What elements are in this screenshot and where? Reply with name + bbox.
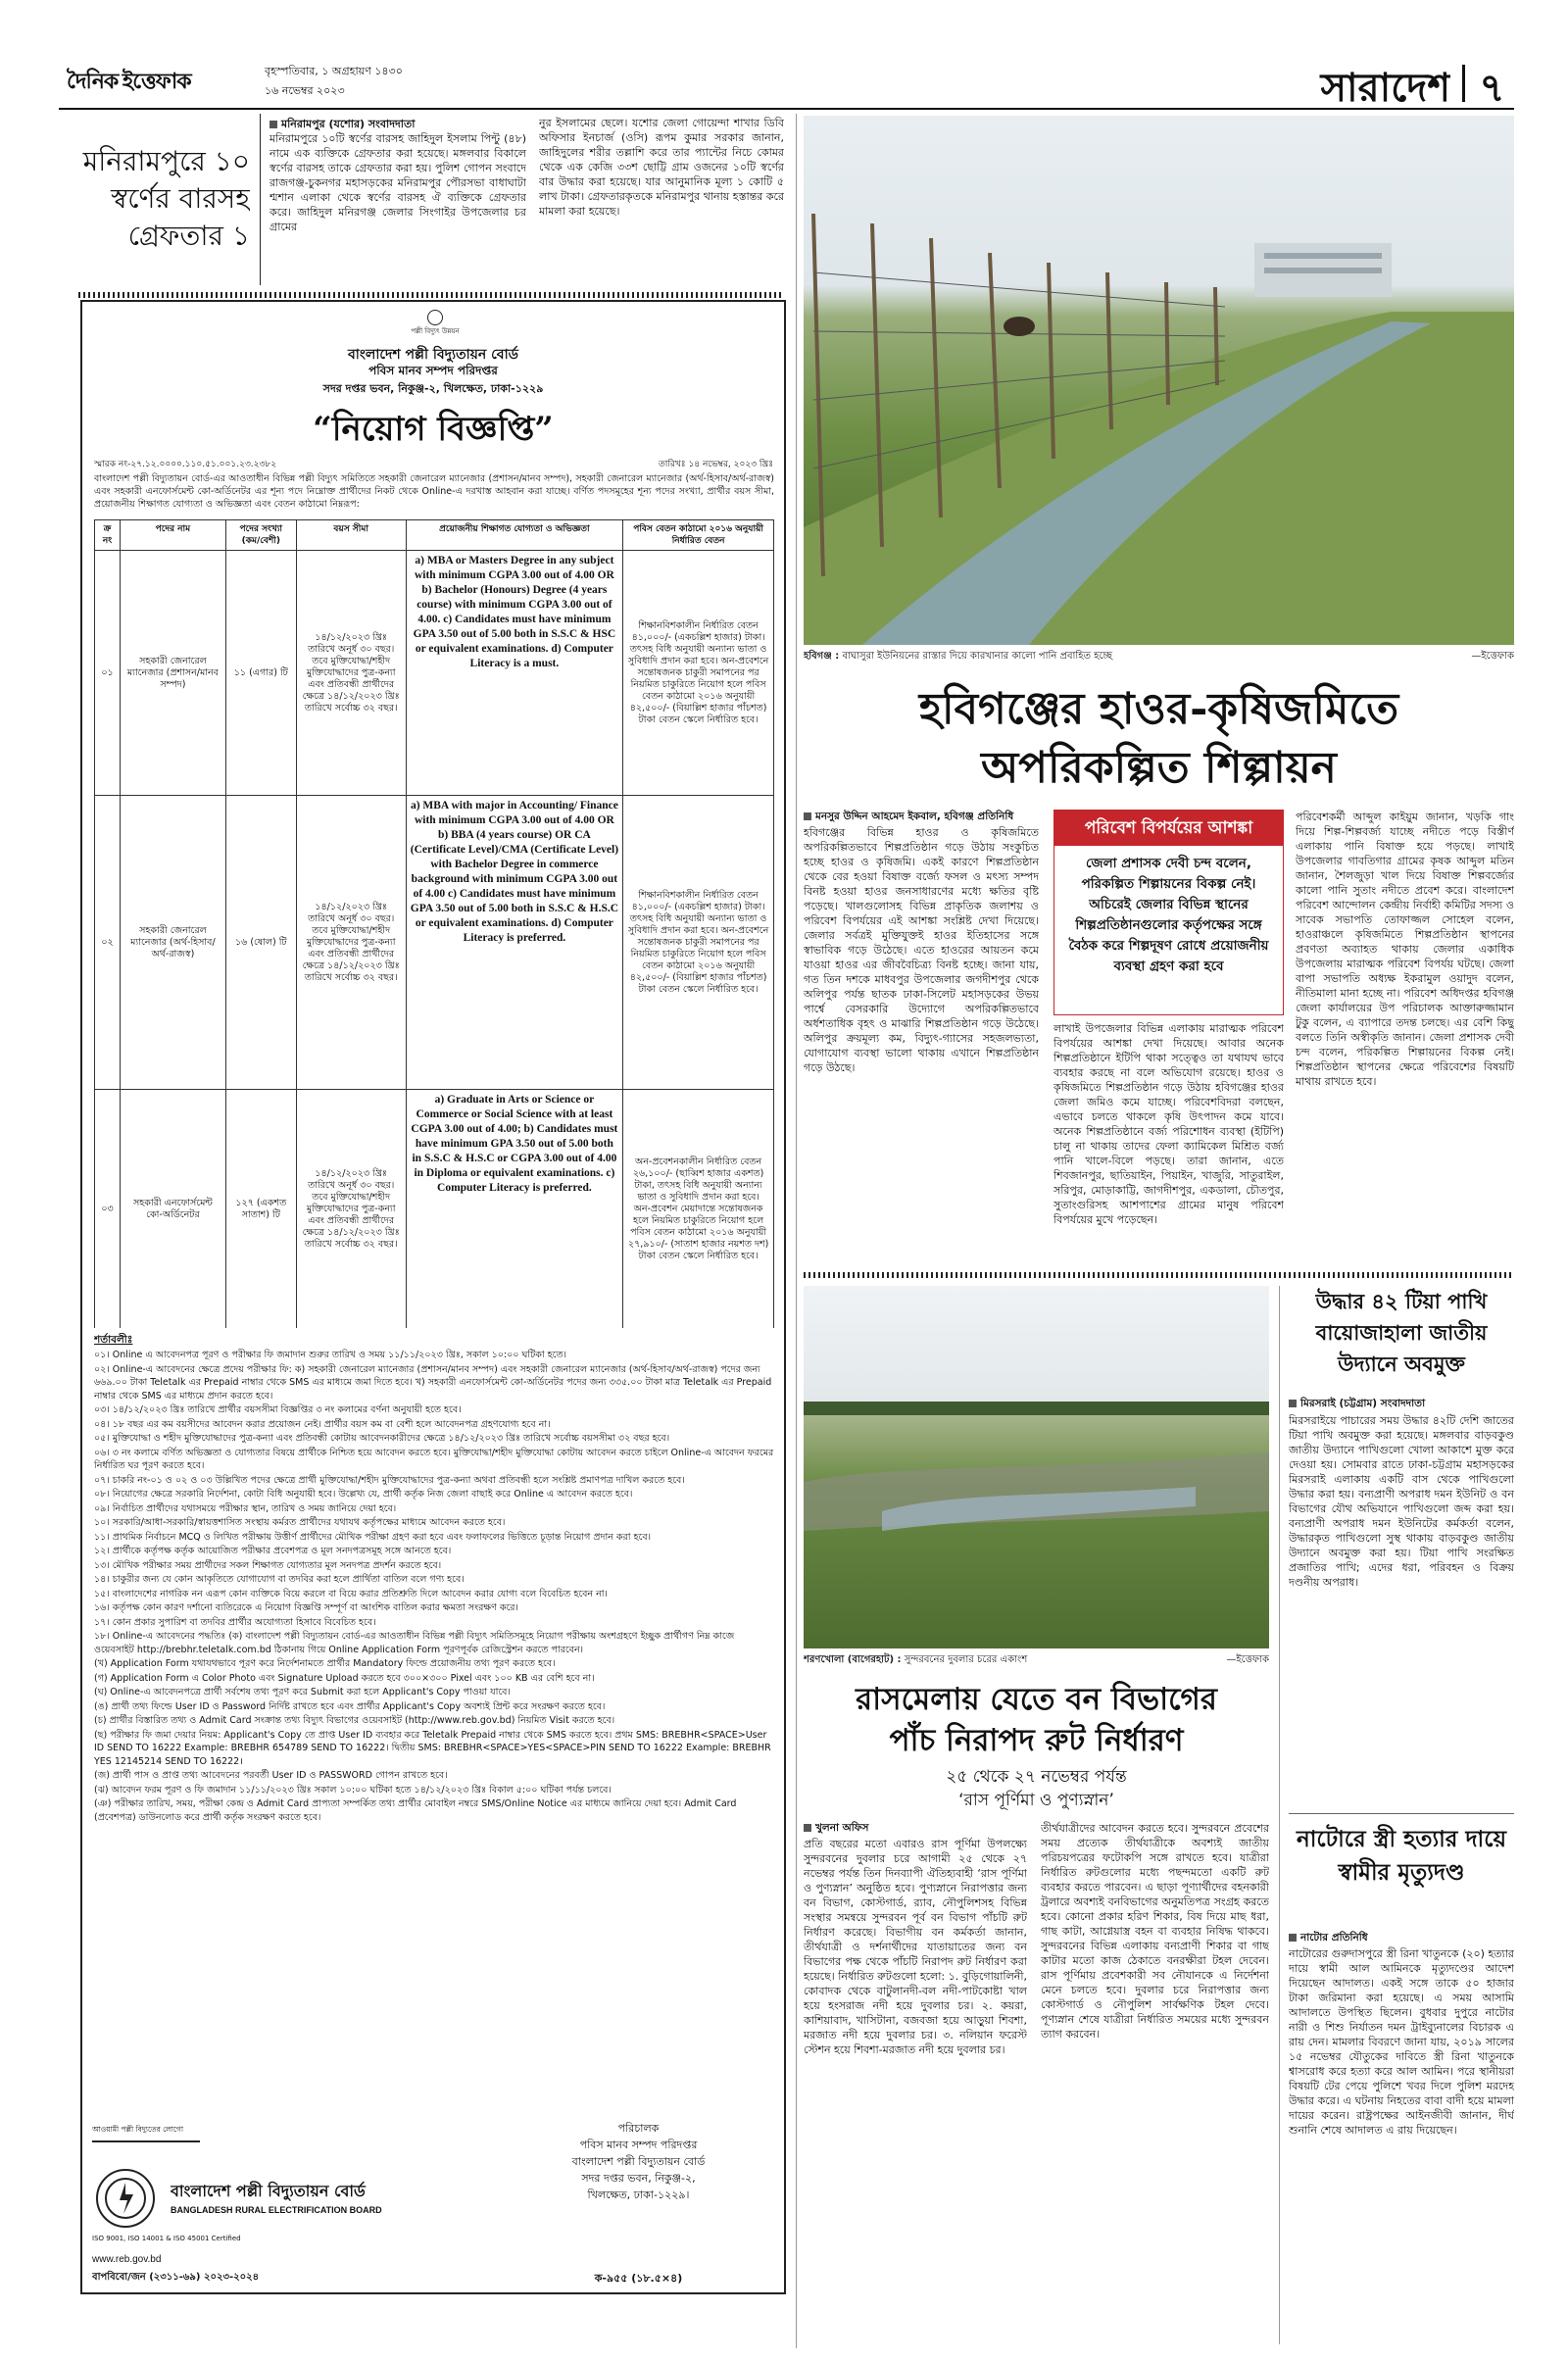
cell-age: ১৪/১২/২০২৩ খ্রিঃ তারিখে অনূর্ধ ৩০ বছর। তবে মুক্তিযোদ্ধা/শহীদ মুক্তিযোদ্ধাদের পুত্র-কন্যা এবং প্রতিবন্ধী প্রার্থীদের ক্ষেত্রে ১৪/১২/২০২৩ খ্রিঃ তারিখে সর্বোচ্চ ৩২ বছর। (296, 1090, 406, 1329)
habiganj-photo (804, 116, 1514, 645)
gold-divider (260, 114, 261, 285)
birds-headline: উদ্ধার ৪২ টিয়া পাখি বায়োজাহালা জাতীয় উদ্যানে অবমুক্ত (1315, 1289, 1488, 1376)
table-row (95, 796, 774, 1090)
term-item: (ঙ) প্রার্থী তথ্য ফিল্ডে User ID ও Password নির্দিষ্ট রাখতে হবে এবং প্রার্থীর Applicant's Copy অবশ্যই প্রিন্ট করে সংরক্ষণ করতে হবে। (94, 1700, 606, 1712)
masthead (59, 57, 1514, 106)
col-header: বয়স সীমা (296, 520, 406, 551)
term-item: (ঘ) Online-এ আবেদনপত্রে প্রার্থী সর্বশেষ তথ্য পূরণ করে Submit করা হলে Applicant's Copy পাওয়া যাবে। (94, 1687, 511, 1697)
caption-place: শরণখোলা (বাগেরহাট) : (804, 1654, 902, 1665)
birds-body: মিরসরাইয়ে পাচারের সময় উদ্ধার ৪২টি দেশি জাতের টিয়া পাখি অবমুক্ত করা হয়েছে। মঙ্গলবার বাড়বকুণ্ড জাতীয় উদ্যানে পাখিগুলো খোলা আকাশে মুক্ত করে দেওয়া হয়। সোমবার রাতে ঢাকা-চট্টগ্রাম মহাসড়কের মিরসরাই এলাকায় একটি বাস থেকে পাখিগুলো উদ্ধার করা হয়। বন্যপ্রাণী অপরাধ দমন ইউনিট ও বন বিভাগের যৌথ অভিযানে পাখিগুলো জব্দ করা হয়। বন্যপ্রাণী অপরাধ দমন ইউনিটের কর্মকর্তা বলেন, উদ্ধারকৃত পাখিগুলো সুস্থ থাকায় বাড়বকুণ্ড জাতীয় উদ্যানে অবমুক্ত করা হয়। টিয়া পাখি সংরক্ষিত প্রজাতির পাখি; এদের ধরা, পরিবহন ও বিক্রয় দণ্ডনীয় অপরাধ। (1289, 1414, 1514, 1589)
notice-date: তারিখঃ ১৪ নভেম্বর, ২০২৩ খ্রিঃ (658, 460, 773, 469)
cell-no: ০৩ (95, 1090, 121, 1329)
caption-text: বাঘাসুরা ইউনিয়নের রাস্তার দিয়ে কারখানার কালো পানি প্রবাহিত হচ্ছে (842, 651, 1112, 662)
col-header: পদের সংখ্যা (কম/বেশী) (225, 520, 296, 551)
habiganj-body-col2: লাখাই উপজেলার বিভিন্ন এলাকায় মারাত্মক পরিবেশ বিপর্যয়ের আশঙ্কা দেখা দিয়েছে। আবার অনেক শিল্পপ্রতিষ্ঠানে ইটিপি থাকা সত্ত্বেও তা যথাযথ ভাবে ব্যবহার করছে না বলে অভিযোগ রয়েছে। হাওর ও কৃষিজমিতে শিল্পপ্রতিষ্ঠান গড়ে উঠায় হবিগঞ্জের হাওর জেলা জমিও কমে যাচ্ছে। পরিবেশবিদরা বলছেন, এভাবে চলতে থাকলে কৃষি উৎপাদন কমে যাবে। অনেক শিল্পপ্রতিষ্ঠানে বর্জ্য পরিশোধন ব্যবস্থা (ইটিপি) চালু না থাকায় তাদের ফেলা ক্যামিকেল মিশ্রিত বর্জ্য পানি খালে-বিলে পড়ছে। তারা জানান, এতে শিবজানপুর, ছাতিয়াইন, পিয়াইন, খাজুরি, সাতুরাইল, সরিপুর, মোড়াকাট্টি, জাগদীশপুর, একডালা, চৌতপুর, সুতাংগুরিসহ আশপাশের গ্রামের মানুষ পরিবেশ বিপর্যয়ের মুখে পড়েছেন। (1054, 1022, 1284, 1226)
caption-credit: —ইত্তেফাক (1471, 651, 1514, 662)
footer-org-en: BANGLADESH RURAL ELECTRIFICATION BOARD (171, 2205, 382, 2215)
natore-byline (1289, 1931, 1514, 1947)
masthead-logo (67, 61, 209, 96)
notice-terms-title: শর্তাবলীঃ (94, 1334, 133, 1346)
habiganj-byline-text: মনসুর উদ্দিন আহমেদ ইকবাল, হবিগঞ্জ প্রতিনিধি (815, 811, 1014, 822)
corner-rule (92, 2140, 200, 2142)
term-item: ০৯। নির্বাচিত প্রার্থীদের যথাসময়ে পরীক্ষার স্থান, তারিখ ও সময় জানিয়ে দেয়া হবে। (94, 1502, 397, 1514)
birds-bottom-rule (1289, 1813, 1514, 1814)
cell-no: ০২ (95, 796, 121, 1090)
sundarbans-photo-art (804, 1286, 1269, 1648)
cell-pay: অন-প্রবেশনকালীন নির্ধারিত বেতন ২৬,১০০/- (ছাব্বিশ হাজার একশত) টাকা, তৎসহ বিধি অনুযায়ী অন্যান্য ভাতা ও সুবিধাদি প্রদান করা হবে। অন-প্রবেশন মেয়াদান্তে সন্তোষজনক হলে নিয়মিত চাকুরিতে নিয়োগ হলে পবিস বেতন কাঠামো ২০১৬ অনুযায়ী ২৭,৯১০/- (সাতাশ হাজার নয়শত দশ) টাকা বেতন স্কেলে নির্ধারিত হবে। (623, 1090, 774, 1329)
term-item: ১৪। চাকুরীর জন্য যে কোন আকৃতিতে যোগাযোগ বা তদবির করা হলে প্রার্থিতা বাতিল বলে গণ্য হবে। (94, 1574, 465, 1585)
cell-count: ১৬ (ষোল) টি (225, 796, 296, 1090)
cell-qual: a) MBA with major in Accounting/ Finance with minimum CGPA 3.00 out of 4.00 OR b) BBA (4 years course) OR CA (Certificate Level)/CMA (Certificate Level) with Bachelor Degree in commerce background with minimum CGPA 3.00 out of 4.00 c) Candidates must have minimum GPA 3.50 out of 5.00 both in S.S.C & H.S.C or equivalent examinations. d) Computer Literacy is preferred. (406, 796, 623, 1090)
callout-title: পরিবেশ বিপর্যয়ের আশঙ্কা (1054, 811, 1283, 846)
cell-no: ০১ (95, 551, 121, 796)
sundarbans-caption-wrap (804, 1652, 1027, 1668)
cell-pay: শিক্ষানবিশকালীন নির্ধারিত বেতন ৪১,০০০/- (একচল্লিশ হাজার) টাকা। তৎসহ বিধি অনুযায়ী অন্যান্য ভাতা ও সুবিধাদি প্রদান করা হবে। অন-প্রবেশনে সন্তোষজনক চাকুরী সমাপনের পর নিয়মিত চাকুরিতে নিয়োগ হলে পবিস বেতন কাঠামো ২০১৬ অনুযায়ী ৪২,৫০০/- (বিয়াল্লিশ হাজার পাঁচশত) টাকা বেতন স্কেলে নির্ধারিত হবে। (623, 551, 774, 796)
bullet-icon (804, 812, 811, 820)
term-item: ০৫। মুক্তিযোদ্ধা ও শহীদ মুক্তিযোদ্ধাদের পুত্র-কন্যা এবং প্রতিবন্ধী কোটায় আবেদনকারীদের ক্ষেত্রে ১৪/১২/২০২৩ খ্রিঃ তারিখে সর্বোচ্চ বয়সসীমা ৩২ বছর হবে। (94, 1433, 670, 1444)
section-title: সারাদেশ (1320, 65, 1450, 106)
bulb-icon (427, 310, 443, 325)
term-item: (জ) প্রার্থী পাস ও প্রাপ্ত তথ্য আবেদনের পরবর্তী User ID ও PASSWORD গোপন রাখতে হবে। (94, 1770, 448, 1781)
habiganj-headline-1: হবিগঞ্জের হাওর-কৃষিজমিতে (918, 684, 1399, 734)
sundarbans-body-col1: প্রতি বছরের মতো এবারও রাস পূর্ণিমা উপলক্ষ্যে সুন্দরবনের দুবলার চরে আগামী ২৫ থেকে ২৭ নভেম্বর পর্যন্ত তিন দিনব্যাপী ঐতিহ্যবাহী ‘রাস পূর্ণিমা ও পুণ্যস্নান’ অনুষ্ঠিত হবে। পুণ্যস্নানে নিরাপত্তার জন্য বন বিভাগ, কোস্টগার্ড, র‌্যাব, নৌপুলিশসহ বিভিন্ন সংস্থার সমন্বয়ে সুন্দরবন পূর্ব বন বিভাগ পাঁচটি রুট নির্ধারণ করেছে। বিভাগীয় বন কর্মকর্তা জানান, তীর্থযাত্রী ও দর্শনার্থীদের যাতায়াতের জন্য বন বিভাগের পক্ষ থেকে পাঁচটি নিরাপদ রুট নির্ধারণ করা হয়েছে। নির্ধারিত রুটগুলো হলো: ১. বুড়িগোয়ালিনী, কোবাদক থেকে বাটুলানদী-বল নদী-পাটকোষ্টা খাল হয়ে হংসরাজ নদী হয়ে দুবলার চর। ২. কয়রা, কাশিয়াবাদ, খাসিটানা, বজবজা হয়ে আড়ুয়া শিবশা, মরজাত নদী হয়ে দুবলার চর। ৩. নলিয়ান ফরেস্ট স্টেশন হয়ে শিবশা-মরজাত নদী হয়ে দুবলার চর। (804, 1838, 1027, 2056)
page-number: ৭ (1479, 65, 1505, 106)
term-item: ১০। সরকারি/আধা-সরকারি/স্বায়ত্তশাসিত সংস্থায় কর্মরত প্রার্থীদের যথাযথ কর্তৃপক্ষের মাধ্যমে আবেদন করতে হবে। (94, 1517, 506, 1528)
term-item: (ঞ) পরীক্ষার তারিখ, সময়, পরীক্ষা কেন্দ্র ও Admit Card প্রাপ্যতা সম্পর্কিত তথ্য প্রার্থীর মোবাইল নম্বরে SMS/Online Notice এর মাধ্যমে জানিয়ে দেয়া হবে। Admit Card (প্রবেশপত্র) ডাউনলোড করে প্রার্থী কর্তৃক সংরক্ষণ করতে হবে। (94, 1798, 737, 1823)
signer-org: বাংলাদেশ পল্লী বিদ্যুতায়ন বোর্ড (571, 2155, 706, 2168)
masthead-date-bn: বৃহস্পতিবার, ১ অগ্রহায়ণ ১৪৩০ (265, 65, 403, 77)
term-item: ১৬। কর্তৃপক্ষ কোন কারণ দর্শানো ব্যতিরেকে এ নিয়োগ বিজ্ঞপ্তি সম্পূর্ণ বা আংশিক বাতিল করার ক্ষমতা সংরক্ষণ করে। (94, 1602, 518, 1613)
notice-memo: স্মারক নং-২৭.১২.০০০০.১১০.৫১.০০১.২৩.২৩৮২ (94, 460, 277, 469)
notice-dept: পবিস মানব সম্পদ পরিদপ্তর (368, 364, 498, 377)
corner-label: আওয়ামী পল্লী বিদ্যুতের লোগো (92, 2125, 184, 2134)
gold-headline: মনিরামপুরে ১০ স্বর্ণের বারসহ গ্রেফতার ১ (82, 145, 250, 252)
cell-age: ১৪/১২/২০২৩ খ্রিঃ তারিখে অনূর্ধ ৩০ বছর। তবে মুক্তিযোদ্ধা/শহীদ মুক্তিযোদ্ধাদের পুত্র-কন্যা এবং প্রতিবন্ধী প্রার্থীদের ক্ষেত্রে ১৪/১২/২০২৩ খ্রিঃ তারিখে সর্বোচ্চ ৩২ বছর। (296, 796, 406, 1090)
notice-address: সদর দপ্তর ভবন, নিকুঞ্জ-২, খিলক্ষেত, ঢাকা-১২২৯ (322, 382, 544, 395)
gold-body-col1: মনিরামপুরে ১০টি স্বর্ণের বারসহ জাহিদুল ইসলাম পিন্টু (৪৮) নামে এক ব্যক্তিকে গ্রেফতার করা হয়েছে। মঙ্গলবার বিকালে স্বর্ণের বারসহ তাকে গ্রেফতার করা হয়। পুলিশ গোপন সংবাদে রাজগঞ্জ-চুকনগর মহাসড়কের মনিরামপুর পৌরসভা বাধাঘাটা শ্মশান এলাকা থেকে স্বর্ণের বারসহ ঐ ব্যক্তিকে গ্রেফতার করে। জাহিদুল মনিরগঞ্জ জেলার সিংগাইর উপজেলার চর গ্রামের (270, 132, 526, 233)
logo-text: দৈনিক ইত্তেফাক (67, 69, 191, 93)
birds-byline (1289, 1397, 1514, 1413)
masthead-divider (1462, 65, 1465, 102)
sundarbans-body-col2: তীর্থযাত্রীদের আবেদন করতে হবে। সুন্দরবনে প্রবেশের সময় প্রত্যেক তীর্থযাত্রীকে অবশ্যই জাতীয় পরিচয়পত্রের ফটোকপি সঙ্গে রাখতে হবে। যাত্রীরা নির্ধারিত রুটগুলোর মধ্যে পছন্দমতো একটি রুট ব্যবহার করতে পারবেন। এ ছাড়া পূণ্যার্থীদের বহনকারী ট্রলারে অবশ্যই বনবিভাগের অনুমতিপত্র সংগ্রহ করতে হবে। কোনো প্রকার হরিণ শিকার, বিষ দিয়ে মাছ ধরা, গাছ কাটা, আগ্নেয়াস্ত্র বহন বা ব্যবহার নিষিদ্ধ থাকবে। সুন্দরবনের বিভিন্ন এলাকায় বন্যপ্রাণী শিকার বা গাছ কাটার মতো কাজ ঠেকাতে বনরক্ষীরা টহল দেবেন। রাস পূর্ণিমায় প্রবেশকারী সব নৌযানকে এ নির্দেশনা মেনে চলতে হবে। দুবলার চরে নিরাপত্তার জন্য কোস্টগার্ড ও নৌপুলিশ সার্বক্ষণিক টহল দেবে। পূণ্যস্নান শেষে যাত্রীরা নির্ধারিত সময়ের মধ্যে সুন্দরবন ত্যাগ করবেন। (1041, 1822, 1269, 2041)
col-header: পবিস বেতন কাঠামো ২০১৬ অনুযায়ী নির্ধারিত বেতন (623, 520, 774, 551)
cell-qual: a) Graduate in Arts or Science or Commerce or Social Science with at least CGPA 3.00 out of 4.00; b) Candidates must have minimum GPA 3.50 out of 5.00 both in S.S.C & H.S.C or CGPA 3.00 out of 4.00 in Diploma or equivalent examinations. c) Computer Literacy is preferred. (406, 1090, 623, 1329)
notice-signature (504, 2120, 773, 2257)
gold-bottom-rule (78, 292, 784, 298)
term-item: (খ) Application Form যথাযথভাবে পূরণ করে নির্দেশনামতে প্রার্থীর Mandatory ফিল্ডে প্রয়োজনীয় তথ্য পূরণ করতে হবে। (94, 1658, 556, 1669)
natore-headline: নাটোরে স্ত্রী হত্যার দায়ে স্বামীর মৃত্যুদণ্ড (1296, 1826, 1507, 1886)
notice-footer-corner (92, 2125, 210, 2164)
term-item: ০৩। ১৪/১২/২০২৩ খ্রিঃ তারিখে প্রার্থীর বয়সসীমা বিজ্ঞপ্তির ৩ নং কলামের বর্ণনা অনুযায়ী হতে হবে। (94, 1404, 462, 1415)
col-header: প্রয়োজনীয় শিক্ষাগত যোগ্যতা ও অভিজ্ঞতা (406, 520, 623, 551)
sundarbans-subhead-1: ২৫ থেকে ২৭ নভেম্বর পর্যন্ত (946, 1767, 1127, 1787)
notice-title: “নিয়োগ বিজ্ঞপ্তি” (313, 410, 554, 449)
natore-body: নাটোরের গুরুদাসপুরে স্ত্রী রিনা খাতুনকে (২০) হত্যার দায়ে স্বামী আল আমিনকে মৃত্যুদণ্ডের আদেশ দিয়েছেন আদালত। একই সঙ্গে তাকে ৫০ হাজার টাকা জরিমানা করা হয়েছে। এ সময় আসামি আদালতে উপস্থিত ছিলেন। বুধবার দুপুরে নাটোর নারী ও শিশু নির্যাতন দমন ট্রাইব্যুনালের বিচারক এ রায় দেন। মামলার বিবরণে জানা যায়, ২০১৯ সালের ১৫ নভেম্বর যৌতুকের দাবিতে স্ত্রী রিনা খাতুনকে শ্বাসরোধ করে হত্যা করে আল আমিন। পরে স্থানীয়রা বিষয়টি টের পেয়ে পুলিশে খবর দিলে পুলিশ মরদেহ উদ্ধার করে। এ ঘটনায় নিহতের বাবা বাদী হয়ে মামলা দায়ের করেন। রাষ্ট্রপক্ষের আইনজীবী জানান, দীর্ঘ শুনানি শেষে আদালত এ রায় দিয়েছেন। (1289, 1947, 1514, 2137)
term-item: (ছ) পরীক্ষার ফি জমা দেয়ার নিয়ম: Applicant's Copy তে প্রাপ্ত User ID ব্যবহার করে Teletalk Prepaid নাম্বার থেকে SMS করতে হবে। প্রথম SMS: BREBHR<SPACE>User ID SEND TO 16222 Example: BREBHR 654789 SEND TO 16222। দ্বিতীয় SMS: BREBHR<SPACE>YES<SPACE>PIN SEND TO 16222 Example: BREBHR YES 12145214 SEND TO 16222। (94, 1729, 771, 1767)
term-item: ০৮। নিয়োগের ক্ষেত্রে সরকারি নির্দেশনা, কোটা বিধি অনুযায়ী হবে। উল্লেখ্য যে, প্রার্থী কর্তৃক নিজ জেলা বাছাই করে Online এ আবেদন করতে হবে। (94, 1489, 633, 1500)
term-item: ১৩। মৌখিক পরীক্ষার সময় প্রার্থীদের সকল শিক্ষাগত যোগ্যতার মূল সনদপত্র প্রদর্শন করতে হবে। (94, 1559, 442, 1571)
notice-intro: বাংলাদেশ পল্লী বিদ্যুতায়ন বোর্ড-এর আওতাধীন বিভিন্ন পল্লী বিদ্যুৎ সমিতিতে সহকারী জেনারেল ম্যানেজার (প্রশাসন/মানব সম্পদ), সহকারী জেনারেল ম্যানেজার (অর্থ-হিসাব/অর্থ-রাজস্ব) এবং সহকারী এনফোর্সমেন্ট কো-অর্ডিনেটর এর শূন্য পদে নিম্নোক্ত প্রার্থীদের নিকট থেকে Online-এ দরখাস্ত আহবান করা যাচ্ছে। বর্ণিত পদসমূহের শূন্য পদের সংখ্যা, প্রার্থীর বয়স সীমা, প্রয়োজনীয় শিক্ষাগত যোগ্যতা ও অভিজ্ঞতা এবং বেতন কাঠামো নিম্নরূপ: (94, 473, 774, 510)
cell-post: সহকারী এনফোর্সমেন্ট কো-অর্ডিনেটর (120, 1090, 225, 1329)
notice-top-logo (396, 310, 474, 341)
sundarbans-photo-caption (804, 1652, 1269, 1668)
sundarbans-headline-2: পাঁচ নিরাপদ রুট নির্ধারণ (889, 1723, 1184, 1758)
habiganj-body-col1: হবিগঞ্জের বিভিন্ন হাওর ও কৃষিজমিতে অপরিকল্পিতভাবে শিল্পপ্রতিষ্ঠান গড়ে উঠায় সংকুচিত হচ্ছে হাওর ও কৃষিজমি। একই কারণে শিল্পপ্রতিষ্ঠান থেকে বের হওয়া বিষাক্ত বর্জ্যে ফসল ও মৎস্য সম্পদ বিনষ্ট হওয়া হাওর জনসাধারণের মধ্যে ক্ষতির বৃষ্টি পড়েছে। খালগুলোসহ বিভিন্ন প্রাকৃতিক জলাশয় ও পরিবেশ বিপর্যয়ের এই আশঙ্কা সংশ্লিষ্ট দেখা দিয়েছে। জেলার সর্বত্রই মুক্তিযুক্তই হাওর ইতিহাসের সঙ্গে স্বাভাবিক গড়ে উঠেছে। এতে হাওরের আয়তন কমে যাওয়া হাওর এর জীববৈচিত্র্য বিনষ্ট হচ্ছে। জানা যায়, গত তিন দশকে মাধবপুর উপজেলার জগদীশপুর থেকে অলিপুর পর্যন্ত ছাতক ঢাকা-সিলেট মহাসড়কের উভয় পার্শ্বে বেসরকারি উদ্যোগে অপরিকল্পিতভাবে অর্ধশতাধিক বৃহৎ ও মাঝারি শিল্পপ্রতিষ্ঠান গড়ে উঠেছে। অলিপুর ক্রয়মূল্য কম, বিদ্যুৎ-গ্যাসের সহজলভ্যতা, যোগাযোগ ব্যবস্থা ভালো থাকায় এখানে শিল্পপ্রতিষ্ঠান গড়ে উঠছে। (804, 826, 1039, 1074)
footer-org-bn: বাংলাদেশ পল্লী বিদ্যুতায়ন বোর্ড (171, 2182, 366, 2200)
sundarbans-byline (804, 1821, 1029, 1838)
natore-byline-text: নাটোর প্রতিনিধি (1300, 1932, 1368, 1943)
table-row (95, 1090, 774, 1329)
bullet-icon (270, 121, 277, 128)
reb-logo-icon (98, 2171, 153, 2226)
footer-ad-code: ক-৯৫৫ (১৮.৫×৪) (594, 2272, 683, 2285)
gold-byline-text: মনিরামপুর (যশোর) সংবাদদাতা (281, 118, 416, 130)
term-item: ১১। প্রাথমিক নির্বাচনে MCQ ও লিখিত পরীক্ষায় উত্তীর্ণ প্রার্থীদের মৌখিক পরীক্ষা গ্রহণ করা হবে এবং ফলাফলের ভিত্তিতে চূড়ান্ত নিয়োগ প্রদান করা হবে। (94, 1531, 652, 1543)
birds-byline-text: মিরসরাই (চট্টগ্রাম) সংবাদদাতা (1300, 1398, 1426, 1409)
notice-logo-text: পল্লী বিদ্যুৎ উন্নয়ন (411, 327, 460, 335)
term-item: ১৭। কোন প্রকার সুপারিশ বা তদবির প্রার্থীর অযোগ্যতা হিসাবে বিবেচিত হবে। (94, 1616, 376, 1628)
term-item: ১২। প্রার্থীকে কর্তৃপক্ষ কর্তৃক আয়োজিত পরীক্ষার প্রবেশপত্র ও মূল সনদপত্রসমূহ সঙ্গে আনতে হবে। (94, 1546, 452, 1556)
term-item: ০৭। চাকরি নং-০১ ও ০২ ও ০৩ উল্লিখিত পদের ক্ষেত্রে প্রার্থী মুক্তিযোদ্ধা/শহীদ মুক্তিযোদ্ধাদের পুত্র-কন্যা অথবা প্রতিবন্ধী হলে সংশ্লিষ্ট প্রমাণপত্র দাখিল করতে হবে। (94, 1474, 685, 1486)
cell-qual: a) MBA or Masters Degree in any subject with minimum CGPA 3.00 out of 4.00 OR b) Bachelor (Honours) Degree (4 years course) with minimum CGPA 3.00 out of 4.00. c) Candidates must have minimum GPA 3.50 out of 5.00 both in S.S.C & HSC or equivalent examinations. d) Computer Literacy is a must. (406, 551, 623, 796)
term-item: ০১। Online এ আবেদনপত্র পূরণ ও পরীক্ষার ফি জমাদান শুরুর তারিখ ও সময় ১১/১১/২০২৩ খ্রিঃ, সকাল ১০:০০ ঘটিকা হতে। (94, 1350, 567, 1360)
term-item: ০৬। ৩ নং কলামে বর্ণিত অভিজ্ঞতা ও যোগ্যতার বিষয়ে প্রার্থীকে নিশ্চিত হয়ে আবেদন করতে হবে। মুক্তিযোদ্ধা/শহীদ মুক্তিযোদ্ধা কোটায় আবেদন করতে চাইলে Online-এ আবেদন ফরমের নির্ধারিত ঘর পূরণ করতে হবে। (94, 1447, 774, 1471)
right-column-divider (1279, 1286, 1280, 2344)
signer-addr1: সদর দপ্তর ভবন, নিকুঞ্জ-২, (581, 2172, 696, 2185)
term-item: ১৫। বাংলাদেশের নাগরিক নন এরূপ কোন ব্যক্তিকে বিয়ে করলে বা বিয়ে করার প্রতিশ্রুতি দিলে আবেদন করার যোগ্য বলে বিবেচিত হবেন না। (94, 1588, 608, 1599)
caption-place: হবিগঞ্জ : (804, 651, 840, 662)
term-item: ০৪। ১৮ বছর এর কম বয়সীদের আবেদন করার প্রয়োজন নেই। প্রার্থীর বয়স কম বা বেশী হলে আবেদনপত্র গ্রহণযোগ্য হবে না। (94, 1418, 551, 1430)
col-header: পদের নাম (120, 520, 225, 551)
page-column-divider (796, 114, 797, 2348)
cell-count: ১১ (এগার) টি (225, 551, 296, 796)
cell-post: সহকারী জেনারেল ম্যানেজার (অর্থ-হিসাব/অর্থ-রাজস্ব) (120, 796, 225, 1090)
sundarbans-byline-text: খুলনা অফিস (815, 1822, 869, 1834)
gold-body-col2: নুর ইসলামের ছেলে। যশোর জেলা গোয়েন্দা শাখার ডিবি অফিসার ইনচার্জ (ওসি) রূপম কুমার সরকার জানান, জাহিদুলের শরীর তল্লাশি করে তার প্যান্টের নিচে কোমর থেকে এক কেজি ৩৩শ ছোট্টি গ্রাম ওজনের ১০টি স্বর্ণের বার উদ্ধার করা হয়েছে। যার আনুমানিক মূল্য ১ কোটি ৫ লাখ টাকা। গ্রেফতারকৃতকে মনিরামপুর থানায় হস্তান্তর করে মামলা করা হয়েছে। (539, 117, 784, 218)
caption-text: সুন্দরবনের দুবলার চরের একাংশ (904, 1654, 1028, 1665)
sundarbans-photo (804, 1286, 1269, 1648)
habiganj-photo-caption (804, 649, 1514, 664)
term-item: ১৮। Online-এ আবেদনের পদ্ধতিঃ (ক) বাংলাদেশ পল্লী বিদ্যুতায়ন বোর্ড-এর আওতাধীন বিভিন্ন পল্লী বিদ্যুৎ সমিতিসমূহে নিয়োগ পরীক্ষায় অংশগ্রহণে ইচ্ছুক প্রার্থীগণ নিম্ন কাজে ওয়েবসাইট http://brebhr.teletalk.com.bd ঠিকানায় গিয়ে Online Application Form পূরণপূর্বক রেজিস্ট্রেশন করতে পারবেন। (94, 1631, 735, 1655)
sundarbans-headline-1: রাসমেলায় যেতে বন বিভাগের (856, 1682, 1217, 1717)
habiganj-byline (804, 810, 1058, 826)
notice-org: বাংলাদেশ পল্লী বিদ্যুতায়ন বোর্ড (348, 347, 518, 363)
signer-role: পরিচালক (617, 2122, 660, 2135)
signer-addr2: খিলক্ষেত, ঢাকা-১২২৯। (587, 2189, 690, 2201)
sundarbans-subhead-2: ‘রাস পূর্ণিমা ও পুণ্যস্নান’ (958, 1791, 1114, 1810)
bullet-icon (1289, 1400, 1297, 1407)
caption-credit: —ইত্তেফাক (1226, 1654, 1269, 1665)
term-item: (ঝ) আবেদন ফরম পূরণ ও ফি জমাদান ১১/১১/২০২৩ খ্রিঃ সকাল ১০:০০ ঘটিকা হতে ১৪/১২/২০২৩ খ্রিঃ বিকাল ৫:০০ ঘটিকা পর্যন্ত চলবে। (94, 1784, 612, 1795)
cell-post: সহকারী জেনারেল ম্যানেজার (প্রশাসন/মানব সম্পদ) (120, 551, 225, 796)
masthead-date-en: ১৬ নভেম্বর ২০২৩ (265, 84, 345, 97)
notice-ad (80, 300, 786, 2294)
footer-ref: বাপবিবো/জন (২৩১১-৬৯) ২০২৩-২০২৪ (92, 2272, 260, 2283)
bullet-icon (804, 1824, 811, 1832)
habiganj-photo-art (804, 116, 1514, 645)
notice-table (94, 519, 774, 1328)
signer-dept: পবিস মানব সম্পদ পরিদপ্তর (579, 2139, 698, 2151)
story-gold (78, 114, 784, 292)
term-item: (গ) Application Form এ Color Photo এবং Signature Upload করতে হবে ৩০০×৩০০ Pixel এবং ১০০ KB এর বেশি হবে না। (94, 1672, 595, 1684)
habiganj-callout (1054, 810, 1284, 1015)
footer-url: www.reb.gov.bd (92, 2254, 162, 2265)
habiganj-caption-wrap (804, 649, 1112, 664)
bullet-icon (1289, 1934, 1297, 1942)
cell-count: ১২৭ (একশত সাতাশ) টি (225, 1090, 296, 1329)
term-item: (চ) প্রার্থীর বিস্তারিত তথ্য ও Admit Card সংক্রান্ত তথ্য বিদ্যুৎ বিভাগের ওয়েবসাইট (http://www.reb.gov.bd) নিয়মিত Visit করতে হবে। (94, 1715, 615, 1726)
cell-age: ১৪/১২/২০২৩ খ্রিঃ তারিখে অনূর্ধ ৩০ বছর। তবে মুক্তিযোদ্ধা/শহীদ মুক্তিযোদ্ধাদের পুত্র-কন্যা এবং প্রতিবন্ধী প্রার্থীদের ক্ষেত্রে ১৪/১২/২০২৩ খ্রিঃ তারিখে সর্বোচ্চ ৩২ বছর। (296, 551, 406, 796)
terms-list (94, 1349, 774, 1824)
masthead-rule (59, 108, 1514, 110)
habiganj-bottom-rule (804, 1272, 1514, 1278)
cell-pay: শিক্ষানবিশকালীন নির্ধারিত বেতন ৪১,০০০/- (একচল্লিশ হাজার) টাকা। তৎসহ বিধি অনুযায়ী অন্যান্য ভাতা ও সুবিধাদি প্রদান করা হবে। অন-প্রবেশনে সন্তোষজনক চাকুরী সমাপনের পর নিয়মিত চাকুরিতে নিয়োগ হলে পবিস বেতন কাঠামো ২০১৬ অনুযায়ী ৪২,৫০০/- (বিয়াল্লিশ হাজার পাঁচশত) টাকা বেতন স্কেলে নির্ধারিত হবে। (623, 796, 774, 1090)
habiganj-headline-2: অপরিকল্পিত শিল্পায়ন (981, 743, 1337, 793)
term-item: ০২। Online-এ আবেদনের ক্ষেত্রে প্রদেয় পরীক্ষার ফি: ক) সহকারী জেনারেল ম্যানেজার (প্রশাসন/মানব সম্পদ) এবং সহকারী জেনারেল ম্যানেজার (অর্থ-হিসাব/অর্থ-রাজস্ব) পদের জন্য ৬৬৯.০০ টাকা Teletalk এর Prepaid নাম্বার থেকে SMS এর মাধ্যমে জমা দিতে হবে। খ) সহকারী এনফোর্সমেন্ট কো-অর্ডিনেটর পদের জন্য ৩৩৫.০০ টাকা মাত্র Teletalk এর Prepaid নাম্বার থেকে SMS এর মাধ্যমে প্রদান করতে হবে। (94, 1363, 772, 1402)
footer-iso: ISO 9001, ISO 14001 & ISO 45001 Certified (92, 2235, 241, 2242)
callout-body: জেলা প্রশাসক দেবী চন্দ বলেন, পরিকল্পিত শিল্পায়নের বিকল্প নেই। অচিরেই জেলার বিভিন্ন স্থানের শিল্পপ্রতিষ্ঠানগুলোর কর্তৃপক্ষের সঙ্গে বৈঠক করে শিল্পদূষণ রোধে প্রয়োজনীয় ব্যবস্থা গ্রহণ করা হবে (1068, 856, 1269, 974)
notice-footer-logo (96, 2169, 155, 2228)
table-row (95, 551, 774, 796)
col-header: ক্র নং (95, 520, 121, 551)
habiganj-body-col3: পরিবেশকর্মী আব্দুল কাইয়ুম জানান, খড়কি গাং দিয়ে শিল্প-শিল্পবর্জ্য যাচ্ছে নদীতে পড়ে বিস্তীর্ণ এলাকায় পানি বিষাক্ত হয়ে পড়ছে। লাখাই উপজেলার গাবতিগার গ্রামের কৃষক আব্দুল মতিন জানান, শৈলজুড়া খাল দিয়ে বিষাক্ত শিল্পবর্জ্যের কালো পানি সুতাং নদীতে প্রবেশ করে। বাংলাদেশ পরিবেশ আন্দোলন কেন্দ্রীয় নির্বাহী কমিটির সদস্য ও সাবেক সভাপতি তোফাজ্জল সোহেল বলেন, হাওরাঞ্চলে কৃষিজমিতে শিল্পপ্রতিষ্ঠান স্থাপনের প্রবণতা অব্যাহত থাকায় জেলার একাধিক উপজেলায় মারাত্মক পরিবেশ বিপর্যয় ঘটছে। জেলা বাপা সভাপতি অধ্যক্ষ ইকরামুল ওয়াদুদ বলেন, নীতিমালা মানা হচ্ছে না। পরিবেশ অধিদপ্তর হবিগঞ্জ জেলা কার্যালয়ের উপ পরিচালক আক্তারুজ্জামান টুকু বলেন, এ ব্যাপারে তদন্ত চলছে। এর বেশি কিছু বলতে তিনি অস্বীকৃতি জানান। জেলা প্রশাসক দেবী চন্দ বলেন, পরিকল্পিত শিল্পায়নের বিকল্প নেই। শিল্পপ্রতিষ্ঠান স্থাপনের ক্ষেত্রে পরিবেশের বিষয়টি মাথায় রাখতে হবে। (1296, 811, 1514, 1088)
table-header-row (95, 520, 774, 551)
notice-terms (94, 1349, 774, 2115)
